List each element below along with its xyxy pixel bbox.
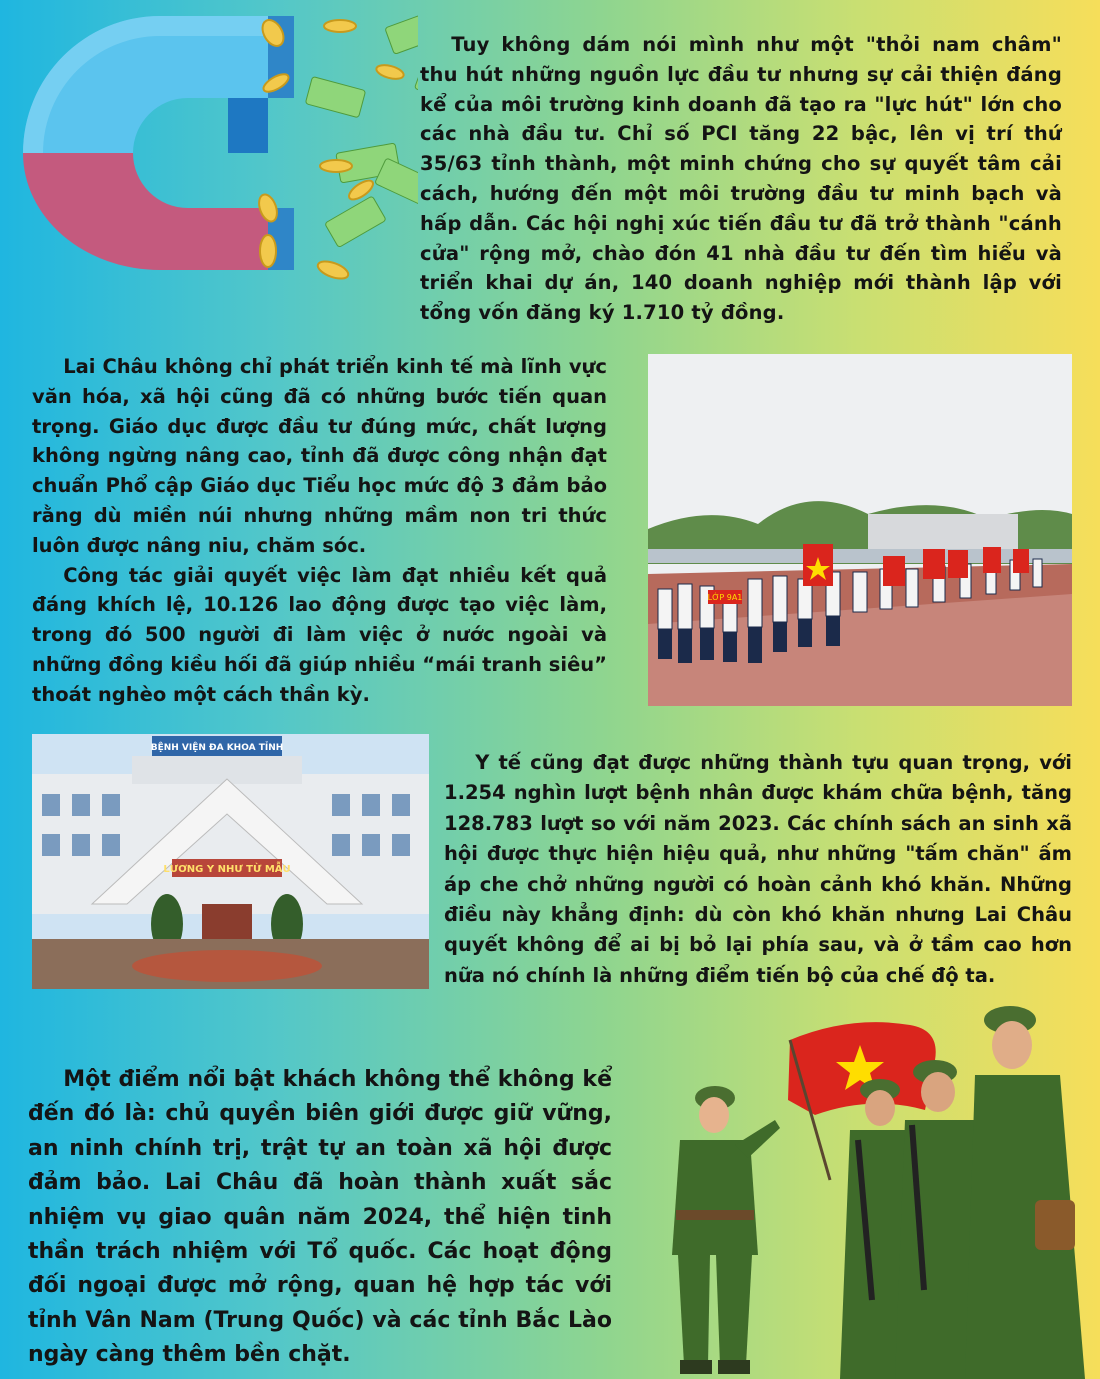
security-paragraph: Một điểm nổi bật khách không thể không kể đến đó là: chủ quyền biên giới được giữ vững, an ninh chính trị, trật tự an toàn xã hội được đảm bảo. Lai Châu đã hoàn thành xuất sắc nhiệm vụ giao quân năm 2024, thể hiện tinh thần trách nhiệm với Tổ quốc. Các hoạt động đối ngoại được mở rộng, quan hệ hợp tác với tỉnh Vân Nam (Trung Quốc) và các tỉnh Bắc Lào ngày càng thêm bền chặt. [28, 1067, 612, 1368]
education-employment-block [32, 352, 607, 710]
security-paragraph-block [28, 1063, 612, 1373]
saluting-soldier [672, 1086, 780, 1374]
hospital-banner: LƯƠNG Y NHƯ TỪ MẪU [163, 864, 291, 875]
hospital-photo [32, 734, 429, 989]
students-flag-ceremony-photo [648, 354, 1072, 706]
soldiers-with-flag-illustration [640, 1000, 1100, 1379]
hospital-sign: BỆNH VIỆN ĐA KHOA TỈNH [150, 743, 284, 753]
magnet-red-arm [23, 153, 268, 270]
health-paragraph-block [444, 748, 1072, 991]
class-sign: LỚP 9A1 [707, 593, 743, 602]
employment-paragraph: Công tác giải quyết việc làm đạt nhiều kết quả đáng khích lệ, 10.126 lao động được tạo việc làm, trong đó 500 người đi làm việc ở nước ngoài và những đồng kiều hối đã giúp nhiều “mái tranh siêu” thoát nghèo một cách thần kỳ. [32, 563, 607, 706]
education-paragraph: Lai Châu không chỉ phát triển kinh tế mà lĩnh vực văn hóa, xã hội cũng đã có những bước tiến quan trọng. Giáo dục được đầu tư đúng mức, chất lượng không ngừng nâng cao, tỉnh đã được công nhận đạt chuẩn Phổ cập Giáo dục Tiểu học mức độ 3 đảm bảo rằng dù miền núi nhưng những mầm non tri thức luôn được nâng niu, chăm sóc. [32, 355, 607, 557]
money-bills [305, 9, 418, 247]
magnet-money-illustration [18, 8, 418, 298]
investment-paragraph: Tuy không dám nói mình như một "thỏi nam châm" thu hút những nguồn lực đầu tư nhưng sự cải thiện đáng kể của môi trường kinh doanh đã tạo ra "lực hút" lớn cho các nhà đầu tư. Chỉ số PCI tăng 22 bậc, lên vị trí thứ 35/63 tỉnh thành, một minh chứng cho sự quyết tâm cải cách, hướng đến một môi trường đầu tư minh bạch và hấp dẫn. Các hội nghị xúc tiến đầu tư đã trở thành "cánh cửa" rộng mở, chào đón 41 nhà đầu tư đến tìm hiểu và triển khai dự án, 140 doanh nghiệp mới thành lập với tổng vốn đăng ký 1.710 tỷ đồng. [420, 33, 1062, 325]
investment-paragraph-block [420, 30, 1062, 328]
health-paragraph: Y tế cũng đạt được những thành tựu quan trọng, với 1.254 nghìn lượt bệnh nhân được khám chữa bệnh, tăng 128.783 lượt so với năm 2023. Các chính sách an sinh xã hội được thực hiện hiệu quả, như những "tấm chăn" ấm áp che chở những người có hoàn cảnh khó khăn. Những điều này khẳng định: dù còn khó khăn nhưng Lai Châu quyết không để ai bị bỏ lại phía sau, và ở tầm cao hơn nữa nó chính là những điểm tiến bộ của chế độ ta. [444, 751, 1072, 987]
